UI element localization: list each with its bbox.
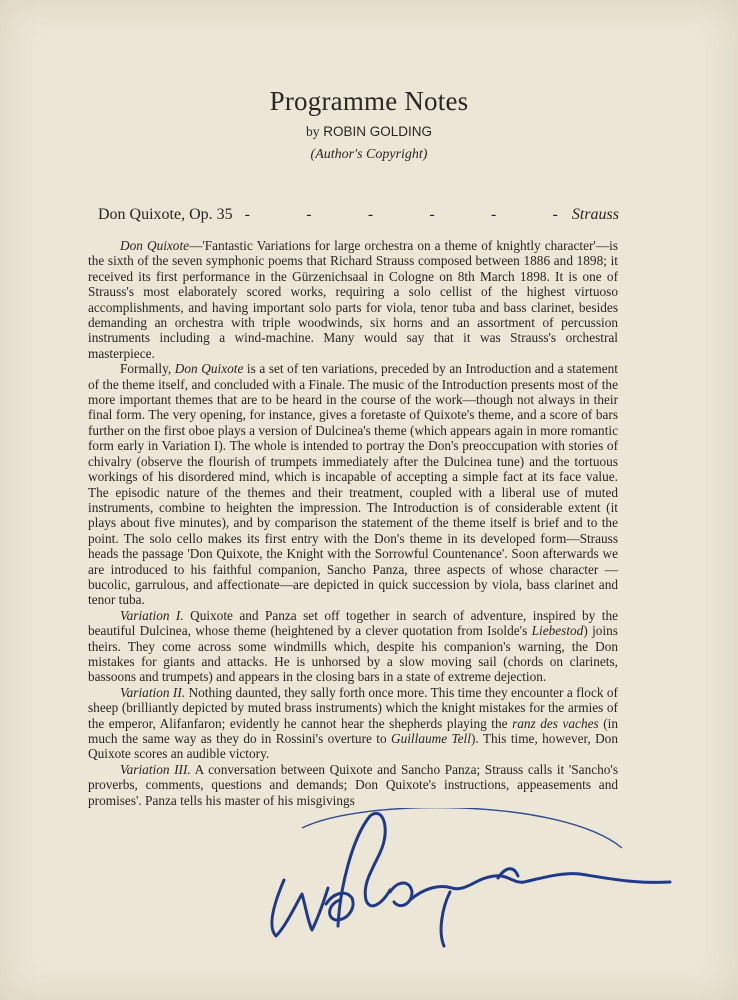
dash: - <box>552 206 558 223</box>
programme-body <box>88 238 618 808</box>
body-paragraph <box>88 685 618 762</box>
italic-run: Don Quixote <box>174 361 244 377</box>
copyright-note: (Author's Copyright) <box>310 147 428 162</box>
text-run: —'Fantastic Variations for large orchestra on a theme of knightly character'—is the sixth of the seven symphonic poems that Richard Strauss composed between 1886 and 1898; it received its first performance in the Gürzenichsaal in Cologne on 8th March 1898. It is one of Strauss's most elaborately scored works, requiring a solo cellist of the highest virtuoso accomplishments, and having important solo parts for viola, tenor tuba and bass clarinet, besides demanding an orchestra with triple woodwinds, six horns and an assortment of percussion instruments including a wind-machine. Many would say that it was Strauss's orchestral masterpiece. <box>88 238 618 361</box>
autograph-signature <box>262 808 682 948</box>
body-paragraph <box>88 762 618 808</box>
italic-run: ranz des vaches <box>512 715 599 731</box>
italic-run: Don Quixote <box>120 238 190 253</box>
body-paragraph <box>88 238 618 361</box>
author-name: ROBIN GOLDING <box>323 124 433 139</box>
dash: - <box>244 206 250 223</box>
text-run: (in much the same way as they do in Rossini's overture to <box>88 715 618 746</box>
italic-run: Liebestod <box>531 623 584 639</box>
dash: - <box>490 206 497 223</box>
text-run: ) joins theirs. They come across some windmills which, despite his companion's warning, the Don mistakes for giants and attacks. He is unhorsed by a slow moving sail (chords on clarinets, bassoons and trumpets) and appears in the closing bars in a state of extreme dejection. <box>88 623 618 685</box>
work-heading <box>98 206 619 224</box>
leader-dashes <box>233 206 572 224</box>
text-run: Quixote and Panza set off together in search of adventure, inspired by the beautiful Dulcinea, whose theme (heightened by a clever quotation from Isolde's <box>88 607 618 639</box>
text-run: Formally, <box>120 361 175 377</box>
dash: - <box>429 206 435 223</box>
page-title: Programme Notes <box>269 86 469 116</box>
italic-run: Variation II. <box>120 684 186 700</box>
work-title: Don Quixote, Op. 35 <box>98 206 233 223</box>
dash: - <box>306 206 312 223</box>
author-byline <box>0 124 738 140</box>
body-paragraph <box>88 608 618 685</box>
italic-run: Variation III. <box>120 761 191 777</box>
dash: - <box>367 206 374 223</box>
composer-name: Strauss <box>571 206 619 223</box>
byline-by: by <box>305 124 320 139</box>
text-run: ). This time, however, Don Quixote scores an audible victory. <box>88 731 618 762</box>
body-paragraph <box>88 361 618 608</box>
italic-run: Guillaume Tell <box>390 731 471 746</box>
text-run: Nothing daunted, they sally forth once more. This time they encounter a flock of sheep (brilliantly depicted by muted brass instruments) which the knight mistakes for the armies of the emperor, Alifanfaron; evidently he cannot hear the shepherds playing the <box>88 684 618 731</box>
text-run: is a set of ten variations, preceded by an Introduction and a statement of the theme itself, and concluded with a Finale. The music of the Introduction presents most of the more important themes that are to be heard in the course of the work—though not always in their final form. The very opening, for instance, gives a foretaste of Quixote's theme, and a score of bars further on the first oboe plays a version of Dulcinea's theme (which appears again in more romantic form early in Variation I). The whole is intended to portray the Don's preoccupation with stories of chivalry (observe the flourish of trumpets immediately after the Dulcinea tune) and the tortuous workings of his disordered mind, which is incapable of accepting a simple fact at its face value. The episodic nature of the themes and their treatment, coupled with a liberal use of muted instruments, combine to heighten the impression. The Introduction is of considerable extent (it plays about five minutes), and by comparison the statement of the theme itself is brief and to the point. The solo cello makes its first entry with the Don's theme in its developed form—Strauss heads the passage 'Don Quixote, the Knight with the Sorrowful Countenance'. Soon afterwards we are introduced to his faithful companion, Sancho Panza, three aspects of whose character —bucolic, garrulous, and affectionate—are depicted in quick succession by viola, bass clarinet and tenor tuba. <box>88 361 618 608</box>
text-run: A conversation between Quixote and Sancho Panza; Strauss calls it 'Sancho's proverbs, comments, questions and demands; Don Quixote's instructions, appeasements and promises'. Panza tells his master of his misgivings <box>88 761 618 808</box>
italic-run: Variation I. <box>120 607 184 623</box>
